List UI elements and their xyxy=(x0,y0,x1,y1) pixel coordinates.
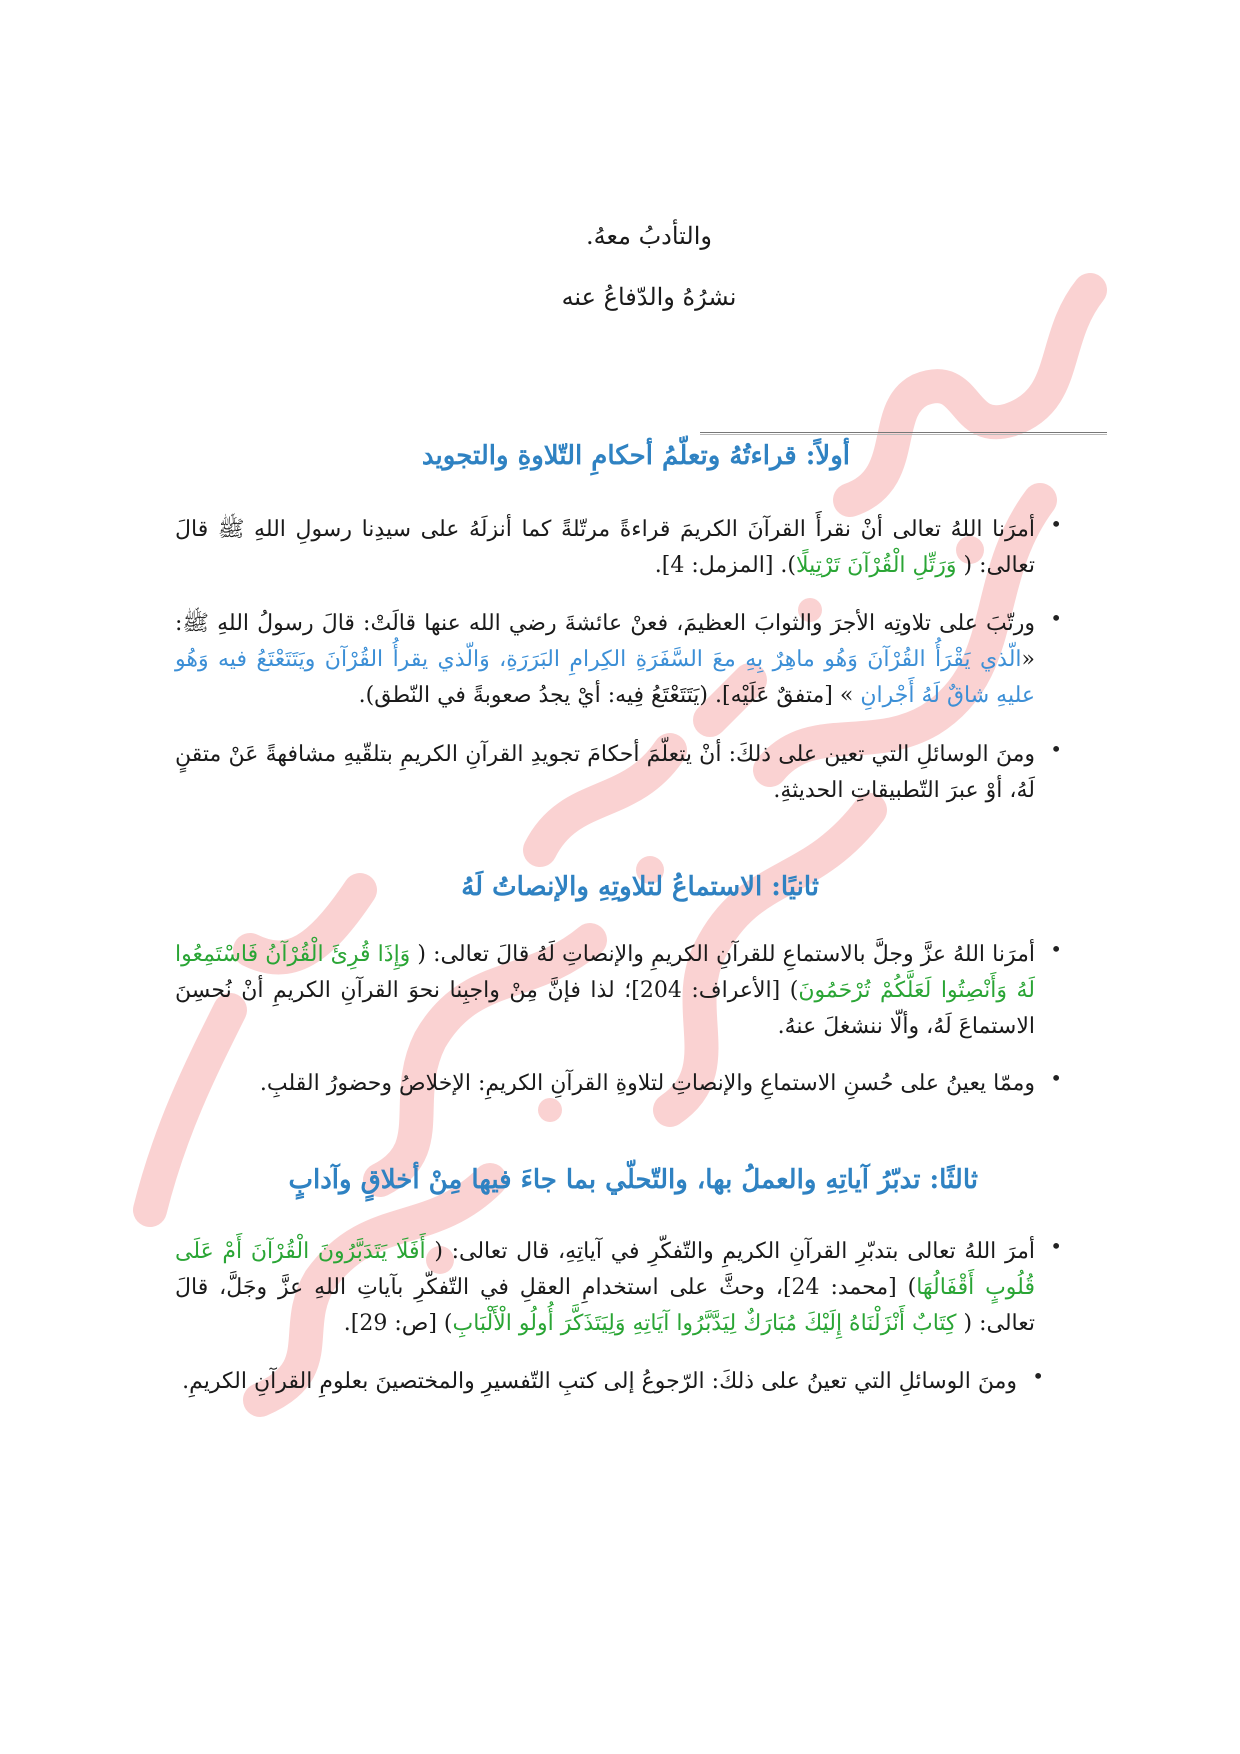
paragraph-text: أمرَنا اللهُ تعالى أنْ نقرأَ القرآنَ الكريمَ قراءةً مرتّلةً كما أنزلَهُ على سيدِنا رسولِ اللهِ ﷺ قالَ تعالى: ( xyxy=(175,517,1035,578)
paragraph-3-2 xyxy=(175,1364,1017,1400)
paragraph-text: ). [المزمل: 4]. xyxy=(654,553,797,578)
paragraph-2-2 xyxy=(175,1066,1035,1102)
bullet: • xyxy=(1032,1364,1044,1388)
intro-line-1: والتأدبُ معهُ. xyxy=(586,222,712,250)
quran-verse: كِتَابٌ أَنْزَلْنَاهُ إِلَيْكَ مُبَارَكٌ لِيَدَّبَّرُوا آيَاتِهِ وَلِيَتَذَكَّرَ أُولُو الْأَلْبَابِ xyxy=(452,1311,964,1336)
bullet: • xyxy=(1050,737,1062,761)
hadith-quote: الّذي يَقْرَأُ القُرْآنَ وَهُو ماهِرٌ بِهِ معَ السَّفَرَةِ الكِرامِ البَرَرَةِ، وَالّذي يقرأُ القُرْآنَ ويَتَتَعْتَعُ فيه وَهُو عليهِ شاقٌ لَهُ أَجْرانِ xyxy=(175,647,1035,708)
paragraph-2-1 xyxy=(175,937,1035,1045)
paragraph-1-3 xyxy=(175,737,1035,809)
bullet: • xyxy=(1050,1066,1062,1090)
paragraph-text: ) [محمد: 24]، وحثَّ على استخدامِ العقلِ في التّفكّرِ بآياتِ اللهِ عزَّ وجَلَّ، قالَ تعالى: ( xyxy=(175,1275,1035,1336)
paragraph-text: » [متفقٌ عَلَيْه]. (يَتَتَعْتَعُ فِيه: أيْ يجدُ صعوبةً في النّطق). xyxy=(358,683,861,708)
bullet: • xyxy=(1050,512,1062,536)
paragraph-text: ) [الأعراف: 204]؛ لذا فإنَّ مِنْ واجبِنا نحوَ القرآنِ الكريمِ أنْ نُحسِنَ الاستماعَ لَهُ، وألّا ننشغلَ عنهُ. xyxy=(175,978,1035,1039)
quran-verse: وَإِذَا قُرِئَ الْقُرْآنُ فَاسْتَمِعُوا لَهُ وَأَنْصِتُوا لَعَلَّكُمْ تُرْحَمُونَ xyxy=(175,942,1035,1003)
bullet: • xyxy=(1050,937,1062,961)
paragraph-text: ورتّبَ على تلاوتِه الأجرَ والثوابَ العظيمَ، فعنْ عائشةَ رضي الله عنها قالَتْ: قالَ رسولُ اللهِ ﷺ: « xyxy=(175,611,1035,672)
section-heading-3: ثالثًا: تدبّرُ آياتِهِ والعملُ بها، والتّحلّي بما جاءَ فيها مِنْ أخلاقٍ وآدابٍ xyxy=(288,1165,978,1195)
paragraph-text: وممّا يعينُ على حُسنِ الاستماعِ والإنصاتِ لتلاوةِ القرآنِ الكريمِ: الإخلاصُ وحضورُ القلبِ. xyxy=(259,1071,1035,1096)
divider xyxy=(700,432,1107,433)
section-heading-1: أولاً: قراءتُهُ وتعلّمُ أحكامِ التّلاوةِ والتجويد xyxy=(421,441,850,471)
paragraph-1-2 xyxy=(175,606,1035,714)
intro-line-2: نشرُهُ والدّفاعُ عنه xyxy=(561,283,737,311)
paragraph-text: ) [ص: 29]. xyxy=(343,1311,453,1336)
paragraph-text: أمرَنا اللهُ عزَّ وجلَّ بالاستماعِ للقرآنِ الكريمِ والإنصاتِ لَهُ قالَ تعالى: ( xyxy=(417,942,1035,967)
quran-verse: أَفَلَا يَتَدَبَّرُونَ الْقُرْآنَ أَمْ عَلَى قُلُوبٍ أَقْفَالُهَا xyxy=(175,1239,1035,1300)
paragraph-text: ومنَ الوسائلِ التي تعين على ذلكَ: أنْ يتعلّمَ أحكامَ تجويدِ القرآنِ الكريمِ بتلقّيهِ مشافهةً عَنْ متقنٍ لَهُ، أوْ عبرَ التّطبيقاتِ الحديثةِ. xyxy=(175,742,1035,803)
paragraph-3-1 xyxy=(175,1234,1035,1342)
paragraph-text: أمرَ اللهُ تعالى بتدبّرِ القرآنِ الكريمِ والتّفكّرِ في آياتِهِ، قال تعالى: ( xyxy=(434,1239,1036,1264)
paragraph-text: ومنَ الوسائلِ التي تعينُ على ذلكَ: الرّجوعُ إلى كتبِ التّفسيرِ والمختصينَ بعلومِ القرآنِ الكريمِ. xyxy=(182,1369,1017,1394)
quran-verse: وَرَتِّلِ الْقُرْآنَ تَرْتِيلًا xyxy=(796,553,964,578)
paragraph-1-1 xyxy=(175,512,1035,584)
bullet: • xyxy=(1050,1234,1062,1258)
section-heading-2: ثانيًا: الاستماعُ لتلاوتِهِ والإنصاتُ لَهُ xyxy=(461,872,819,902)
bullet: • xyxy=(1050,606,1062,630)
